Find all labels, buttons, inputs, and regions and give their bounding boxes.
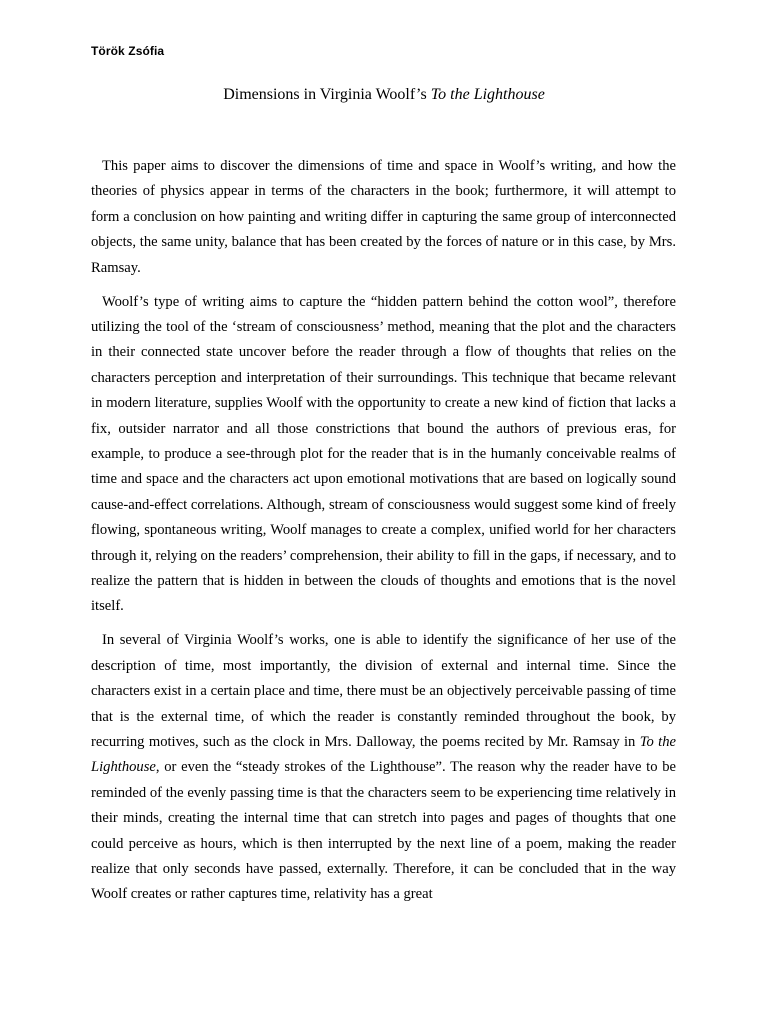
- document-body: [91, 154, 676, 916]
- paragraph-2: Woolf’s type of writing aims to capture the “hidden pattern behind the cotton wool”, therefore utilizing the tool of the ‘stream of consciousness’ method, meaning that the plot and the characters in their connected state uncover before the reader through a flow of thoughts that relies on the characters perception and interpretation of their surroundings. This technique that became relevant in modern literature, supplies Woolf with the opportunity to create a new kind of fiction that lacks a fix, outsider narrator and all those constrictions that bound the authors of previous eras, for example, to produce a see-through plot for the reader that is in the humanly conceivable realms of time and space and the characters act upon emotional motivations that are based on logically sound cause-and-effect correlations. Although, stream of consciousness would suggest some kind of freely flowing, spontaneous writing, Woolf manages to create a complex, unified world for her characters through it, relying on the readers’ comprehension, their ability to fill in the gaps, if necessary, and to realize the pattern that is hidden in between the clouds of thoughts and emotions that is the novel itself.: [91, 293, 676, 615]
- paragraph-3-part-2: , or even the “steady strokes of the Lighthouse”. The reason why the reader have to be reminded of the evenly passing time is that the characters seem to be experiencing time relatively in their minds, creating the internal time that can stretch into pages and pages of thoughts that one could perceive as hours, which is then interrupted by the next line of a poem, making the reader realize that only seconds have passed, externally. Therefore, it can be concluded that in the way Woolf creates or rather captures time, relativity has a great: [91, 759, 676, 903]
- document-title: [0, 86, 768, 104]
- title-prefix: Dimensions in Virginia Woolf’s: [223, 86, 431, 103]
- paragraph-3: [91, 628, 676, 907]
- paragraph-1: This paper aims to discover the dimensions of time and space in Woolf’s writing, and how the theories of physics appear in terms of the characters in the book; furthermore, it will attempt to form a conclusion on how painting and writing differ in capturing the same group of interconnected objects, the same unity, balance that has been created by the forces of nature or in this case, by Mrs. Ramsay.: [91, 158, 676, 276]
- title-work: To the Lighthouse: [430, 86, 545, 103]
- paragraph-3-part-1: In several of Virginia Woolf’s works, one is able to identify the significance of her use of the description of time, most importantly, the division of external and internal time. Since the characters exist in a certain place and time, there must be an objectively perceivable passing of time that is the external time, of which the reader is constantly reminded throughout the book, by recurring motives, such as the clock in Mrs. Dalloway, the poems recited by Mr. Ramsay in: [91, 632, 676, 750]
- author-header: Török Zsófia: [91, 44, 165, 58]
- paragraph-3-italic-title: To the Lighthouse: [91, 733, 676, 776]
